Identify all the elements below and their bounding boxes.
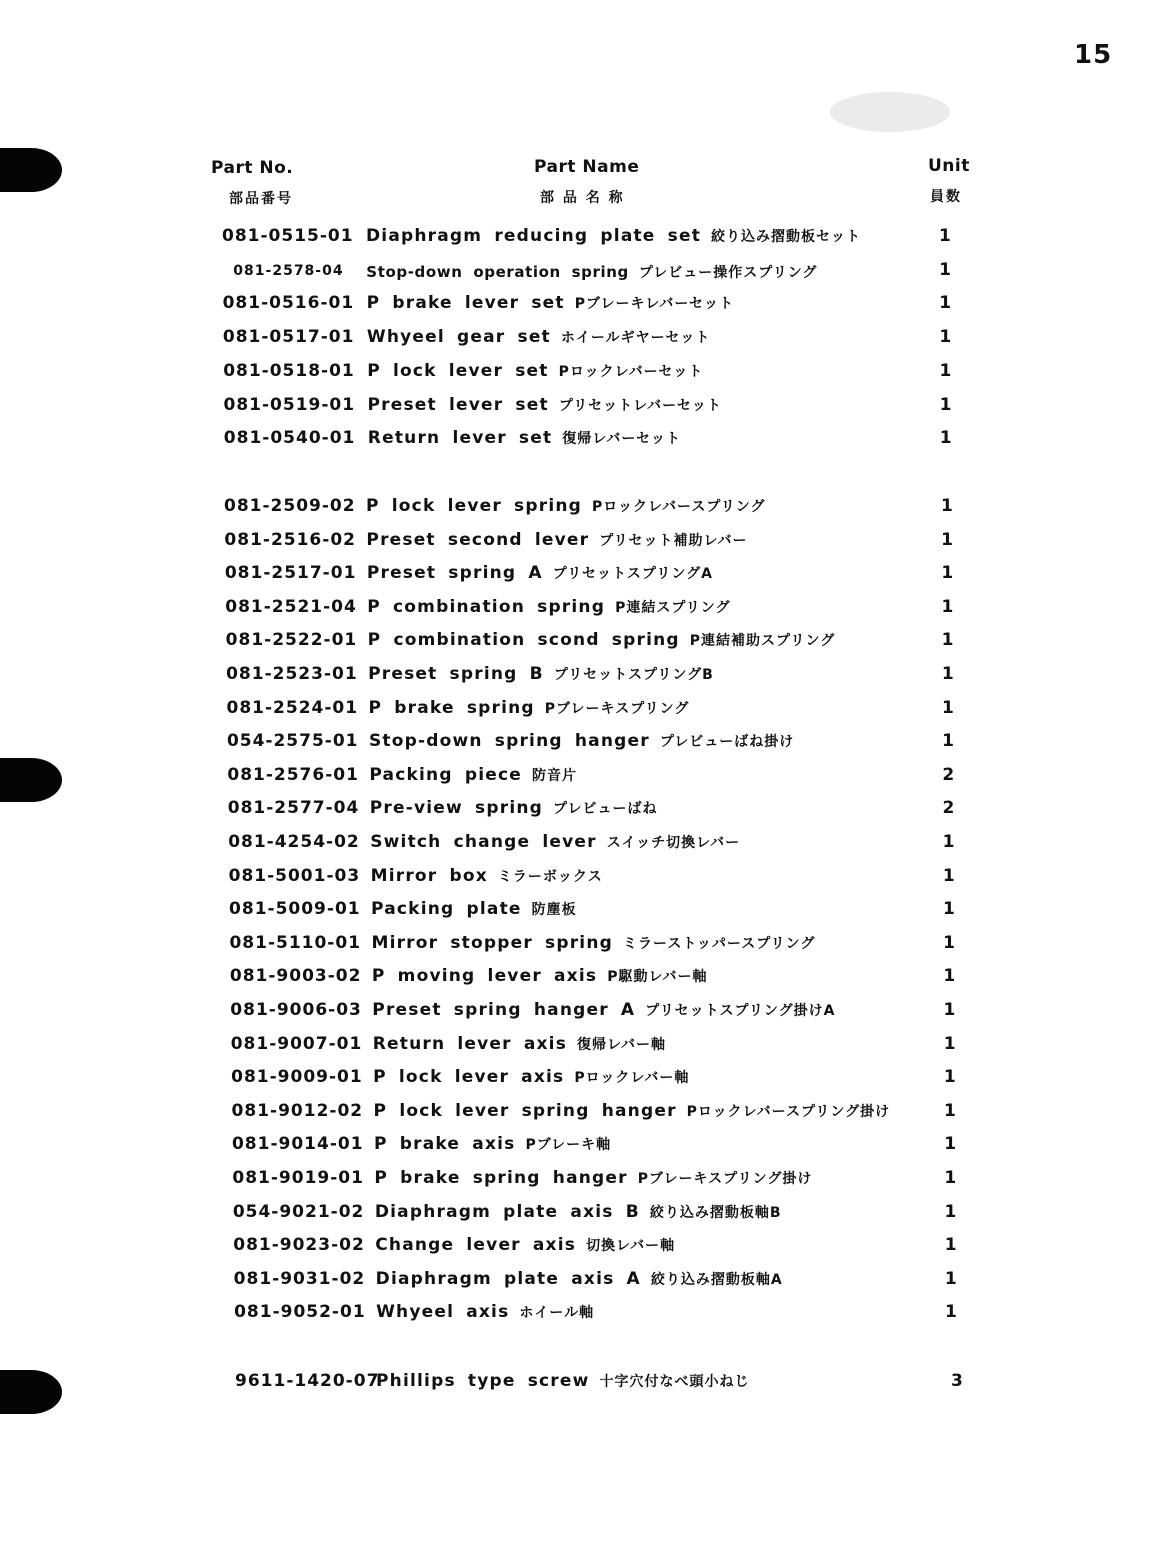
unit-quantity: 1 [944, 1268, 957, 1289]
unit-quantity: 1 [943, 966, 956, 987]
list-item [0, 1302, 1152, 1332]
unit-quantity: 1 [943, 1000, 956, 1020]
part-name-jp: スイッチ切換レバー [606, 835, 741, 851]
unit-quantity: 3 [951, 1371, 963, 1391]
part-number: 081-9009-01 [231, 1067, 363, 1088]
part-name-jp: プリセットスプリング掛けA [645, 1003, 836, 1019]
part-name-jp: 切換レバー軸 [586, 1238, 676, 1255]
unit-quantity: 1 [939, 259, 951, 280]
part-number: 081-0516-01 [222, 293, 355, 314]
part-name: Pre-view spring プレビューばね [369, 798, 658, 819]
unit-quantity: 2 [942, 798, 955, 819]
list-item [0, 1101, 1152, 1131]
unit-quantity: 1 [943, 1033, 956, 1054]
part-name-jp: Pロックレバースプリング [592, 499, 766, 515]
unit-quantity: 1 [939, 394, 952, 415]
part-name-jp: プリセットスプリングA [552, 566, 713, 583]
part-name: Packing piece 防音片 [369, 764, 577, 785]
part-name: P lock lever set Pロックレバーセット [367, 360, 704, 381]
part-name: Preset spring hanger A プリセットスプリング掛けA [372, 1000, 836, 1020]
unit-quantity: 1 [939, 327, 952, 348]
list-item [0, 966, 1152, 996]
header-part-name: Part Name [534, 157, 640, 177]
unit-quantity: 1 [943, 1067, 956, 1088]
header-unit: Unit [928, 156, 970, 176]
part-number: 081-5009-01 [229, 899, 361, 920]
list-item [0, 1134, 1152, 1164]
header-part-no: Part No. [211, 158, 294, 178]
part-number: 081-0518-01 [223, 360, 355, 381]
part-name-jp: Pブレーキ軸 [525, 1137, 612, 1154]
part-name: P lock lever spring Pロックレバースプリング [366, 496, 766, 516]
part-name-jp: 防音片 [531, 767, 577, 784]
unit-quantity: 1 [941, 563, 954, 584]
list-item [0, 664, 1152, 694]
part-name-jp: P駆動レバー軸 [607, 969, 708, 986]
list-item [0, 260, 1152, 290]
list-item [0, 1067, 1152, 1097]
part-name-jp: P連結スプリング [615, 599, 731, 616]
part-name-jp: 復帰レバーセット [562, 431, 682, 448]
unit-quantity: 1 [942, 697, 954, 718]
unit-quantity: 1 [945, 1302, 957, 1323]
list-item [0, 1168, 1152, 1198]
part-name: P lock lever spring hanger Pロックレバースプリング掛け [373, 1100, 891, 1121]
part-number: 081-4254-02 [228, 832, 360, 852]
unit-quantity: 1 [941, 664, 954, 684]
part-name-jp: プレビューばね掛け [659, 734, 795, 751]
smudge [830, 92, 950, 132]
part-number: 081-0517-01 [222, 327, 355, 348]
list-item [0, 428, 1152, 458]
part-number: 081-9007-01 [230, 1033, 363, 1054]
part-name-jp: 絞り込み摺動板軸B [649, 1204, 782, 1221]
part-number: 081-2576-01 [227, 764, 359, 785]
part-name-jp: 絞り込み摺動板軸A [650, 1271, 783, 1288]
part-name: P moving lever axis P駆動レバー軸 [371, 966, 708, 987]
part-name-jp: プリセットレバーセット [558, 397, 722, 414]
unit-quantity: 1 [943, 899, 955, 920]
part-name: P brake axis Pブレーキ軸 [373, 1134, 612, 1155]
unit-quantity: 1 [944, 1134, 957, 1155]
list-item [0, 395, 1152, 425]
list-item [0, 1371, 1152, 1401]
part-number: 081-9003-02 [229, 966, 362, 987]
part-name: Mirror stopper spring ミラーストッパースプリング [371, 932, 816, 953]
unit-quantity: 1 [942, 731, 955, 752]
unit-quantity: 1 [939, 226, 951, 246]
part-number: 081-2578-04 [233, 262, 344, 279]
unit-quantity: 1 [942, 832, 955, 852]
part-number: 9611-1420-07 [235, 1371, 380, 1391]
part-number: 081-2516-02 [224, 529, 356, 550]
part-number: 081-2577-04 [227, 798, 360, 819]
part-name: Stop-down operation spring プレビュー操作スプリング [366, 262, 818, 281]
list-item [0, 899, 1152, 929]
part-number: 081-9012-02 [231, 1100, 364, 1121]
part-name: Preset lever set プリセットレバーセット [367, 394, 722, 415]
list-item [0, 327, 1152, 357]
part-name: Whyeel axis ホイール軸 [376, 1302, 595, 1323]
unit-quantity: 1 [942, 865, 955, 886]
part-name-jp: Pブレーキスプリング掛け [637, 1171, 813, 1187]
part-name: Preset spring B プリセットスプリングB [368, 664, 714, 684]
unit-quantity: 1 [944, 1168, 957, 1188]
part-number: 054-2575-01 [226, 731, 359, 752]
part-name-jp: 絞り込み摺動板セット [711, 229, 862, 245]
part-name: Whyeel gear set ホイールギヤーセット [366, 327, 711, 348]
part-number: 081-5001-03 [228, 865, 361, 886]
part-name-jp: ホイールギヤーセット [560, 330, 711, 347]
part-number: 081-0515-01 [222, 226, 354, 246]
part-name: Return lever axis 復帰レバー軸 [372, 1033, 667, 1054]
part-number: 081-2524-01 [226, 697, 359, 718]
part-name-jp: プリセット補助レバー [599, 532, 748, 549]
part-name-jp: Pロックレバースプリング掛け [686, 1103, 891, 1120]
unit-quantity: 1 [941, 529, 953, 550]
list-item [0, 630, 1152, 660]
part-name: P brake spring hanger Pブレーキスプリング掛け [374, 1168, 813, 1188]
part-number: 081-9023-02 [233, 1235, 365, 1256]
part-name-jp: ミラーボックス [497, 868, 603, 885]
part-number: 081-0519-01 [223, 394, 356, 415]
part-number: 081-9006-03 [230, 1000, 362, 1020]
part-name: Switch change lever スイッチ切換レバー [370, 832, 741, 852]
unit-quantity: 1 [941, 496, 953, 516]
list-item [0, 1202, 1152, 1232]
list-item [0, 832, 1152, 862]
part-name-jp: 十字穴付なべ頭小ねじ [599, 1374, 750, 1390]
part-name-jp: ホイール軸 [519, 1305, 595, 1322]
page-number: 15 [1074, 40, 1113, 70]
part-name: Preset second lever プリセット補助レバー [366, 529, 748, 550]
part-name: Preset spring A プリセットスプリングA [366, 563, 713, 584]
part-number: 081-9014-01 [231, 1134, 364, 1155]
part-name: Stop-down spring hanger プレビューばね掛け [368, 731, 795, 752]
punch-hole-top [0, 148, 62, 192]
part-name-jp: プレビューばね [553, 801, 658, 818]
part-number: 081-2517-01 [224, 563, 357, 584]
list-item [0, 866, 1152, 896]
list-item [0, 698, 1152, 728]
unit-quantity: 1 [939, 293, 952, 314]
part-name: Diaphragm plate axis A 絞り込み摺動板軸A [375, 1268, 783, 1289]
unit-quantity: 1 [944, 1235, 957, 1256]
list-item [0, 1000, 1152, 1030]
list-item [0, 563, 1152, 593]
part-name: P combination spring P連結スプリング [367, 596, 731, 617]
part-name: P lock lever axis Pロックレバー軸 [373, 1067, 690, 1088]
part-name: Change lever axis 切換レバー軸 [375, 1235, 676, 1256]
list-item [0, 496, 1152, 526]
part-number: 054-9021-02 [232, 1201, 365, 1222]
part-name-jp: プレビュー操作スプリング [638, 264, 818, 281]
part-number: 081-2523-01 [226, 664, 358, 684]
part-name: Mirror box ミラーボックス [370, 865, 603, 886]
header-part-no-jp: 部品番号 [229, 191, 293, 207]
part-number: 081-2509-02 [224, 496, 356, 516]
part-number: 081-9019-01 [232, 1168, 364, 1188]
part-name: Packing plate 防塵板 [371, 899, 577, 920]
part-number: 081-9052-01 [234, 1302, 366, 1323]
unit-quantity: 1 [939, 360, 952, 381]
part-number: 081-5110-01 [229, 932, 362, 953]
part-name-jp: プリセットスプリングB [553, 667, 714, 683]
part-name: Diaphragm plate axis B 絞り込み摺動板軸B [374, 1201, 782, 1222]
list-item [0, 765, 1152, 795]
list-item [0, 1034, 1152, 1064]
list-item [0, 530, 1152, 560]
part-name: P brake spring Pブレーキスプリング [368, 697, 690, 718]
list-item [0, 597, 1152, 627]
unit-quantity: 1 [944, 1100, 956, 1121]
part-number: 081-2521-04 [225, 596, 357, 617]
unit-quantity: 1 [944, 1201, 957, 1222]
part-name-jp: Pブレーキレバーセット [574, 296, 735, 313]
header-unit-jp: 員数 [930, 189, 962, 205]
header-part-name-jp: 部 品 名 称 [540, 190, 625, 206]
list-item [0, 361, 1152, 391]
part-name: Phillips type screw 十字穴付なべ頭小ねじ [376, 1371, 750, 1391]
list-item [0, 1235, 1152, 1265]
list-item [0, 293, 1152, 323]
part-name-jp: Pブレーキスプリング [544, 700, 690, 717]
part-name: P combination scond spring P連結補助スプリング [367, 630, 836, 651]
part-name-jp: Pロックレバー軸 [574, 1070, 690, 1087]
list-item [0, 1269, 1152, 1299]
part-number: 081-0540-01 [223, 428, 356, 449]
list-item [0, 731, 1152, 761]
part-name-jp: P連結補助スプリング [689, 633, 836, 650]
part-number: 081-9031-02 [233, 1268, 366, 1289]
part-number: 081-2522-01 [225, 630, 358, 651]
unit-quantity: 1 [943, 932, 956, 953]
unit-quantity: 1 [941, 630, 954, 651]
part-name: P brake lever set Pブレーキレバーセット [366, 293, 735, 314]
unit-quantity: 1 [939, 428, 952, 449]
part-name-jp: 復帰レバー軸 [577, 1036, 667, 1053]
list-item [0, 798, 1152, 828]
part-name-jp: Pロックレバーセット [558, 363, 704, 380]
part-name-jp: 防塵板 [531, 902, 577, 919]
unit-quantity: 2 [942, 764, 955, 785]
part-name-jp: ミラーストッパースプリング [623, 935, 816, 952]
unit-quantity: 1 [941, 596, 954, 617]
list-item [0, 226, 1152, 256]
part-name: Diaphragm reducing plate set 絞り込み摺動板セット [366, 226, 862, 246]
part-name: Return lever set 復帰レバーセット [367, 428, 682, 449]
list-item [0, 933, 1152, 963]
